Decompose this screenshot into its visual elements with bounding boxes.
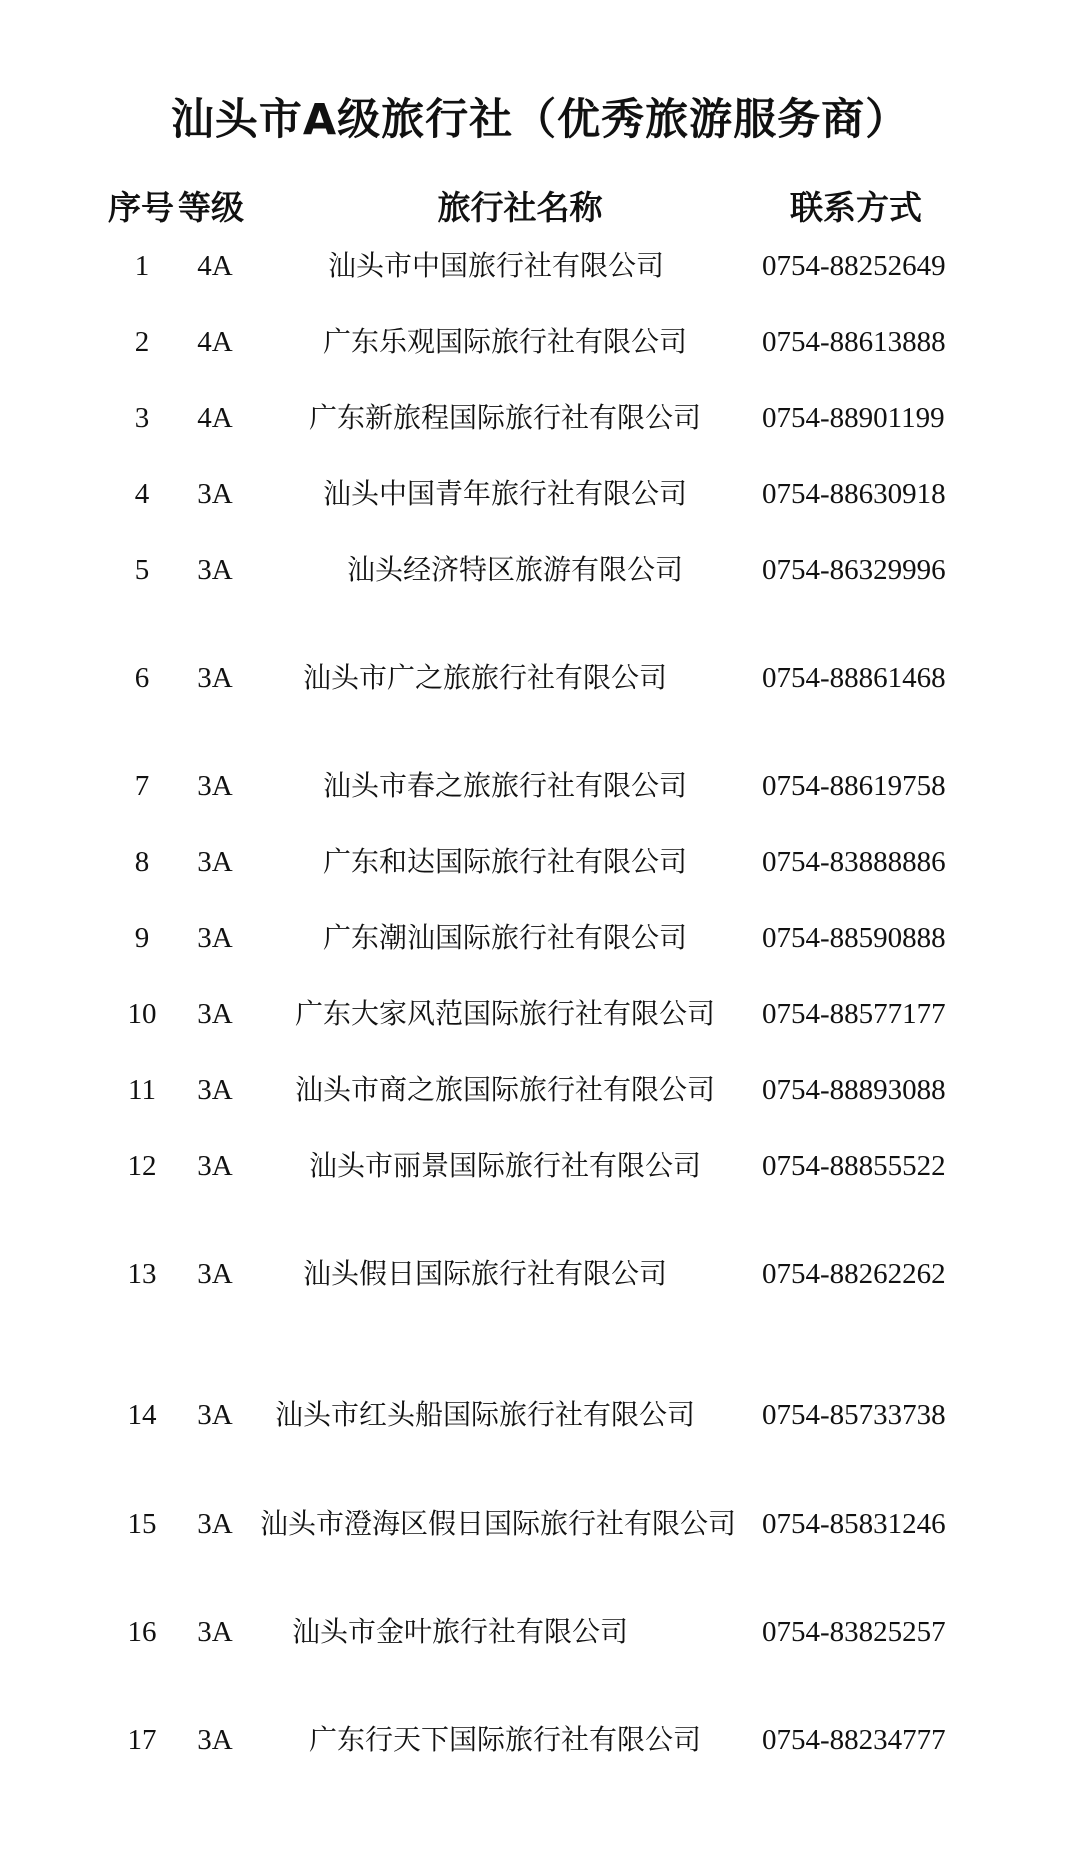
row-phone: 0754-85733738 bbox=[762, 1399, 946, 1431]
row-seq: 1 bbox=[134, 250, 150, 282]
row-seq: 16 bbox=[127, 1616, 157, 1648]
row-level: 3A bbox=[197, 1724, 233, 1756]
row-level: 3A bbox=[197, 846, 233, 878]
row-phone: 0754-86329996 bbox=[762, 554, 946, 586]
row-phone: 0754-88590888 bbox=[762, 922, 946, 954]
table-row bbox=[0, 1254, 1080, 1294]
table-row bbox=[0, 550, 1080, 590]
row-seq: 9 bbox=[134, 922, 150, 954]
row-name: 广东行天下国际旅行社有限公司 bbox=[308, 1723, 701, 1756]
table-row bbox=[0, 658, 1080, 698]
row-name: 广东潮汕国际旅行社有限公司 bbox=[322, 921, 687, 954]
row-level: 4A bbox=[197, 250, 233, 282]
row-name: 广东乐观国际旅行社有限公司 bbox=[322, 325, 687, 358]
table-row bbox=[0, 474, 1080, 514]
row-name: 汕头市商之旅国际旅行社有限公司 bbox=[294, 1073, 715, 1106]
row-phone: 0754-88252649 bbox=[762, 250, 946, 282]
row-phone: 0754-88619758 bbox=[762, 770, 946, 802]
row-level: 3A bbox=[197, 998, 233, 1030]
row-name: 汕头市澄海区假日国际旅行社有限公司 bbox=[259, 1507, 736, 1540]
row-phone: 0754-88577177 bbox=[762, 998, 946, 1030]
header-contact: 联系方式 bbox=[790, 188, 922, 227]
row-level: 4A bbox=[197, 402, 233, 434]
row-level: 3A bbox=[197, 1399, 233, 1431]
row-phone: 0754-83888886 bbox=[762, 846, 946, 878]
row-level: 3A bbox=[197, 478, 233, 510]
table-row bbox=[0, 1504, 1080, 1544]
row-name: 汕头市红头船国际旅行社有限公司 bbox=[274, 1398, 695, 1431]
row-phone: 0754-88861468 bbox=[762, 662, 946, 694]
row-seq: 12 bbox=[127, 1150, 157, 1182]
row-name: 汕头中国青年旅行社有限公司 bbox=[322, 477, 687, 510]
table-row bbox=[0, 918, 1080, 958]
row-phone: 0754-88901199 bbox=[762, 402, 945, 434]
row-name: 汕头经济特区旅游有限公司 bbox=[346, 553, 683, 586]
row-level: 3A bbox=[197, 1616, 233, 1648]
row-name: 汕头市春之旅旅行社有限公司 bbox=[322, 769, 687, 802]
page-title: 汕头市A级旅行社（优秀旅游服务商） bbox=[170, 95, 910, 145]
table-row bbox=[0, 1395, 1080, 1435]
row-seq: 2 bbox=[134, 326, 150, 358]
table-row bbox=[0, 398, 1080, 438]
row-name: 汕头市丽景国际旅行社有限公司 bbox=[308, 1149, 701, 1182]
row-seq: 15 bbox=[127, 1508, 157, 1540]
table-row bbox=[0, 1146, 1080, 1186]
row-level: 3A bbox=[197, 1074, 233, 1106]
row-name: 汕头假日国际旅行社有限公司 bbox=[302, 1257, 667, 1290]
table-row bbox=[0, 842, 1080, 882]
header-name: 旅行社名称 bbox=[437, 188, 603, 227]
row-seq: 14 bbox=[127, 1399, 157, 1431]
row-phone: 0754-88613888 bbox=[762, 326, 946, 358]
row-name: 汕头市广之旅旅行社有限公司 bbox=[302, 661, 667, 694]
table-row bbox=[0, 322, 1080, 362]
row-name: 广东和达国际旅行社有限公司 bbox=[322, 845, 687, 878]
row-seq: 11 bbox=[128, 1074, 156, 1106]
row-level: 3A bbox=[197, 770, 233, 802]
row-phone: 0754-88630918 bbox=[762, 478, 946, 510]
row-seq: 10 bbox=[127, 998, 157, 1030]
row-seq: 13 bbox=[127, 1258, 157, 1290]
header-level: 等级 bbox=[178, 188, 244, 227]
row-level: 3A bbox=[197, 554, 233, 586]
row-level: 3A bbox=[197, 662, 233, 694]
row-phone: 0754-88893088 bbox=[762, 1074, 946, 1106]
row-name: 广东新旅程国际旅行社有限公司 bbox=[308, 401, 701, 434]
table-row bbox=[0, 994, 1080, 1034]
row-level: 3A bbox=[197, 1150, 233, 1182]
row-phone: 0754-88262262 bbox=[762, 1258, 946, 1290]
row-seq: 4 bbox=[134, 478, 150, 510]
row-phone: 0754-85831246 bbox=[762, 1508, 946, 1540]
row-level: 3A bbox=[197, 1508, 233, 1540]
row-name: 汕头市金叶旅行社有限公司 bbox=[291, 1615, 628, 1648]
row-name: 广东大家风范国际旅行社有限公司 bbox=[294, 997, 715, 1030]
row-seq: 7 bbox=[134, 770, 150, 802]
table-row bbox=[0, 1070, 1080, 1110]
row-level: 4A bbox=[197, 326, 233, 358]
row-seq: 17 bbox=[127, 1724, 157, 1756]
header-seq: 序号 bbox=[108, 188, 174, 227]
table-row bbox=[0, 1720, 1080, 1760]
row-name: 汕头市中国旅行社有限公司 bbox=[327, 249, 664, 282]
row-level: 3A bbox=[197, 922, 233, 954]
table-row bbox=[0, 246, 1080, 286]
row-seq: 6 bbox=[134, 662, 150, 694]
table-row bbox=[0, 766, 1080, 806]
row-phone: 0754-88855522 bbox=[762, 1150, 946, 1182]
row-phone: 0754-88234777 bbox=[762, 1724, 946, 1756]
row-level: 3A bbox=[197, 1258, 233, 1290]
table-row bbox=[0, 1612, 1080, 1652]
row-phone: 0754-83825257 bbox=[762, 1616, 946, 1648]
row-seq: 3 bbox=[134, 402, 150, 434]
row-seq: 8 bbox=[134, 846, 150, 878]
row-seq: 5 bbox=[134, 554, 150, 586]
